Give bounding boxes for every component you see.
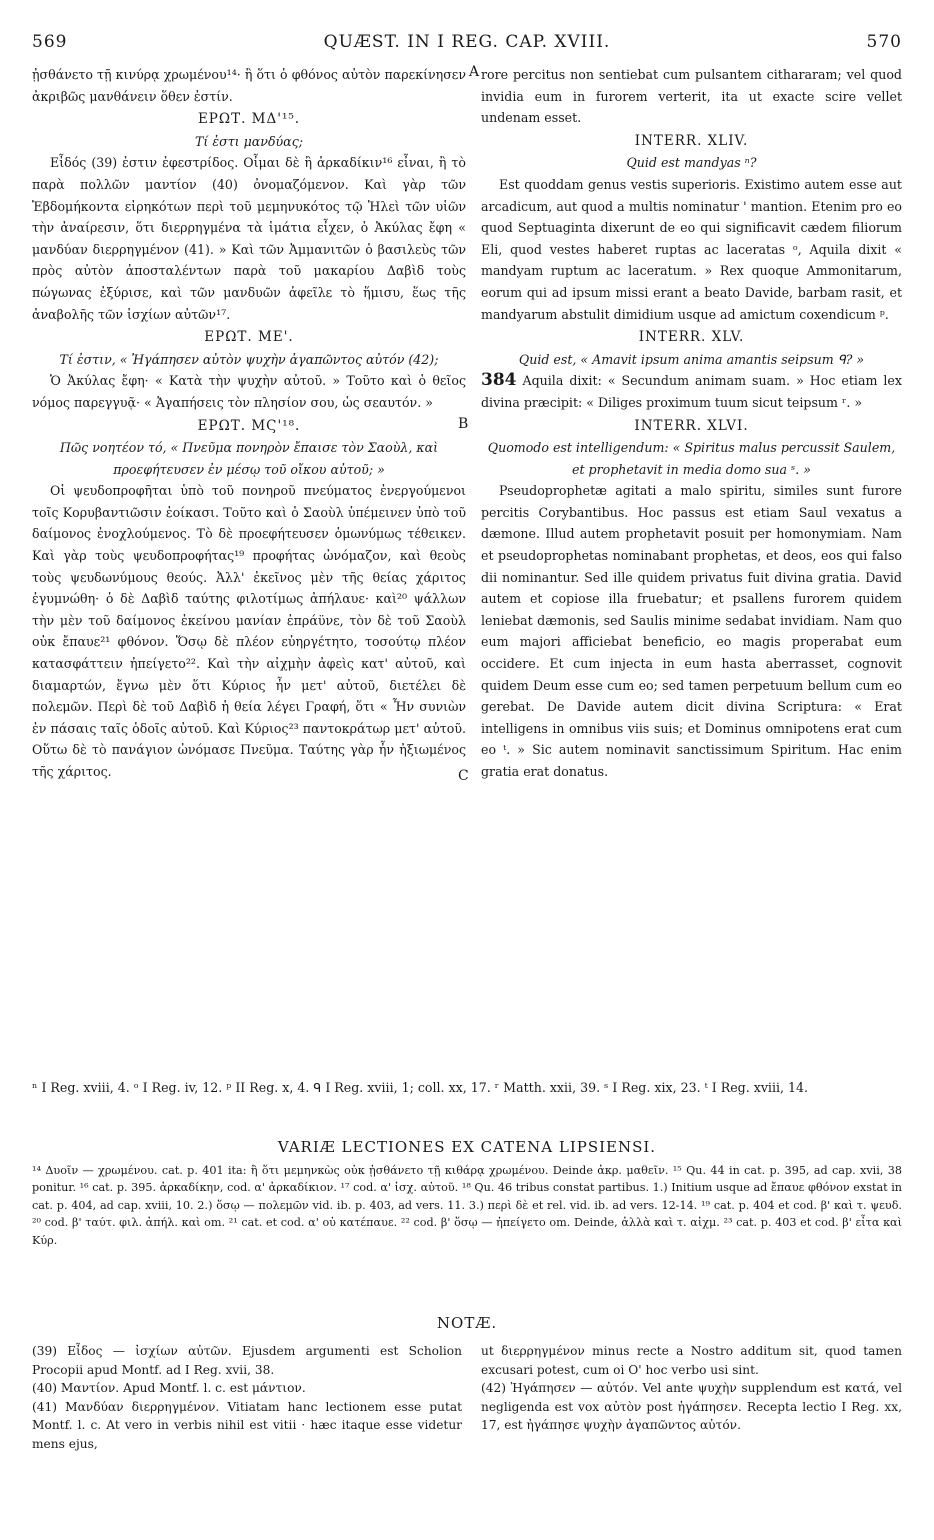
latin-paragraph: Pseudoprophetæ agitati a malo spiritu, similes sunt furore percitis Corybantibus. Hoc passus est etiam Saul vexatus a dæmone. Illud autem prophetavit posuit per homonymiam. Nam et pseudoprophetas nominabant prophetas, et deos, eos qui falso dii nominantur. Sed ille quidem privatus fuit divina gratia. David autem et copiose illa fruebatur; et psallens furorem quidem leniebat dæmonis, sed Saulis minime sedabat invidiam. Nam quo eum majori afficiebat beneficio, eo magis properabat eum occidere. Et cum injecta in eum hasta aberrasset, cognovit quidem Deum esse cum eo; sed tamen perpetuum bellum cum eo gerebat. De Davide autem dicit divina Scriptura: « Erat intelligens in omnibus viis suis; et Dominus omnipotens erat cum eo ᵗ. » Sic autem nominavit sanctissimum Spiritum. Hac enim gratia erat donatus. — [481, 483, 902, 779]
variae-heading: VARIÆ LECTIONES EX CATENA LIPSIENSI. — [277, 1138, 657, 1156]
notes-heading: NOTÆ. — [436, 1314, 498, 1332]
note-item: ut διερρηγμένον minus recte a Nostro additum sit, quod tamen excusari potest, cum oi O' hoc verbo usi sint. — [481, 1344, 902, 1377]
margin-marker-a: A — [469, 64, 480, 80]
page-number-right: 570 — [866, 32, 902, 52]
page-number-left: 569 — [32, 32, 68, 52]
notes-right-column — [481, 1342, 902, 1435]
latin-question-heading: INTERR. XLV. — [638, 329, 745, 346]
greek-column — [32, 64, 469, 783]
latin-paragraph: Est quoddam genus vestis superioris. Existimo autem esse aut arcadicum, aut quod a multis nominatur ' mantion. Etenim pro eo quod Septuaginta dixerunt de eo qui significavit cædem filiorum Eli, quod vestes haberet ruptas ac laceratas ᵒ, Aquila dixit « mandyam ruptum ac laceratum. » Rex quoque Ammonitarum, eorum qui ad ipsum missi erant a beato Davide, barbam rasit, et mandyarum abstulit dimidium usque ad amictum coxendicum ᵖ. — [481, 176, 902, 322]
greek-question-heading: ΕΡΩΤ. ΜϚ'¹⁸. — [197, 417, 301, 434]
notes-left-column — [32, 1342, 462, 1454]
note-item: (42) Ἠγάπησεν — αὐτόν. Vel ante ψυχὴν supplendum est κατά, vel negligenda est vox αὐτὸν post ἠγάπησεν. Recepta lectio I Reg. xx, 17, est ἠγάπησε ψυχὴν ἀγαπῶντος αὐτόν. — [481, 1381, 902, 1433]
margin-marker-b: B — [458, 416, 469, 432]
page-header — [32, 32, 902, 58]
running-title: QUÆST. IN I REG. CAP. XVIII. — [323, 32, 611, 52]
variant-readings-text: ¹⁴ Δυοῖν — χρωμένου. cat. p. 401 ita: ἢ ὅτι μεμηνκὼς οὐκ ᾐσθάνετο τῇ κιθάρᾳ χρωμένου. Deinde ἀκρ. μαθεῖν. ¹⁵ Qu. 44 in cat. p. 395, ad cap. xvii, 38 ponitur. ¹⁶ cat. p. 395. ἀρκαδίκην, cod. α' ἀρκαδίκιον. ¹⁷ cod. α' ἰσχ. αὐτοῦ. ¹⁸ Qu. 46 tribus constat partibus. 1.) Initium usque ad ἔπαυε φθόνον exstat in cat. p. 404, ad cap. xviii, 10. 2.) ὅσῳ — πολεμῶν vid. ib. p. 403, ad vers. 11. 3.) περὶ δὲ et rel. vid. ib. ad vers. 12-14. ¹⁹ cat. p. 404 et cod. β' καὶ τ. ψευδ. ²⁰ cod. β' ταύτ. φιλ. ἀπήλ. καὶ om. ²¹ cat. et cod. α' οὐ κατέπαυε. ²² cod. β' ὅσῳ — ἠπείγετο om. Deinde, ἀλλὰ καὶ τ. αἰχμ. ²³ cat. p. 403 et cod. β' εἶτα καὶ Κύρ. — [32, 1164, 902, 1247]
latin-paragraph — [481, 370, 902, 413]
latin-paragraph: rore percitus non sentiebat cum pulsantem cithararam; vel quod invidia eum in furorem verterit, ita ut exacte scire vellet undenam esset. — [481, 67, 902, 126]
latin-question: Quid est mandyas ⁿ? — [626, 155, 757, 171]
latin-paragraph-text: Aquila dixit: « Secundum animam suam. » Hoc etiam lex divina præcipit: « Diliges proximum tuum sicut teipsum ʳ. » — [481, 373, 902, 410]
greek-paragraph: Οἱ ψευδοπροφῆται ὑπὸ τοῦ πονηροῦ πνεύματος ἐνεργούμενοι τοῖς Κορυβαντιῶσιν ἐοίκασι. Τοῦτο καὶ ὁ Σαοὺλ ὑπέμεινεν ὑπὸ τοῦ δαίμονος ἐνοχλούμενος. Τὸ δὲ προεφήτευσεν ὁμωνύμως τέθεικεν. Καὶ γὰρ τοὺς ψευδοπροφήτας¹⁹ προφήτας ὠνόμαζον, καὶ θεοὺς τοὺς ψευδωνύμους θεούς. Ἀλλ' ἐκεῖνος μὲν τῆς θείας χάριτος ἐγυμνώθη· ὁ δὲ Δαβὶδ ταύτης φιλοτίμως ἀπήλαυε· καὶ²⁰ ψάλλων τὴν μὲν τοῦ δαίμονος ἐκείνου μανίαν ἐπράϋνε, τὸν δὲ τοῦ Σαοὺλ οὐκ ἔπαυε²¹ φθόνον. Ὅσῳ δὲ πλέον εὐηργέτητο, τοσούτῳ πλέον κατασφάττειν ἠπείγετο²². Καὶ τὴν αἰχμὴν ἀφεὶς κατ' αὐτοῦ, καὶ διαμαρτών, ἔγνω μὲν ὅτι Κύριος ἦν μετ' αὐτοῦ, διετέλει δὲ πολεμῶν. Περὶ δὲ τοῦ Δαβὶδ ἡ θεία λέγει Γραφή, ὅτι « Ἦν συνιὼν ἐν πάσαις ταῖς ὁδοῖς αὐτοῦ. Καὶ Κύριος²³ παντοκράτωρ μετ' αὐτοῦ. Οὕτω δὲ τὸ πανάγιον ὠνόμασε Πνεῦμα. Ταύτης γὰρ ἦν ἠξιωμένος τῆς χάριτος. — [32, 483, 466, 779]
references-text: ⁿ I Reg. xviii, 4. ᵒ I Reg. iv, 12. ᵖ II Reg. x, 4. ᑫ I Reg. xviii, 1; coll. xx, 17. ʳ Matth. xxii, 39. ˢ I Reg. xix, 23. ᵗ I Reg. xviii, 14. — [32, 1080, 809, 1095]
latin-question: Quid est, « Amavit ipsum anima amantis seipsum ᑫ? » — [518, 351, 865, 367]
scripture-references — [32, 1078, 902, 1097]
latin-question-heading: INTERR. XLIV. — [634, 132, 749, 149]
column-number-marker: 384 — [481, 370, 517, 391]
latin-column — [481, 64, 902, 783]
greek-paragraph: ᾐσθάνετο τῇ κινύρᾳ χρωμένου¹⁴· ἢ ὅτι ὁ φθόνος αὐτὸν παρεκίνησεν ἀκριβῶς μανθάνειν ὅθεν ἐστίν. — [32, 67, 466, 104]
greek-question: Πῶς νοητέον τό, « Πνεῦμα πονηρὸν ἔπαισε τὸν Σαοὺλ, καὶ προεφήτευσεν ἐν μέσῳ τοῦ οἴκου αὐτοῦ; » — [59, 440, 439, 477]
note-item: (39) Εἶδος — ἰσχίων αὐτῶν. Ejusdem argumenti est Scholion Procopii apud Montf. ad I Reg. xvii, 38. — [32, 1344, 462, 1377]
latin-question: Quomodo est intelligendum: « Spiritus malus percussit Saulem, et prophetavit in media domo sua ˢ. » — [487, 440, 896, 477]
greek-question-heading: ΕΡΩΤ. ΜΔ'¹⁵. — [197, 111, 301, 128]
note-item: (40) Μαντίον. Apud Montf. l. c. est μάντιον. — [32, 1381, 306, 1396]
greek-question: Τί ἐστιν, « Ἠγάπησεν αὐτὸν ψυχὴν ἀγαπῶντος αὐτόν (42); — [59, 351, 439, 367]
greek-question-heading: ΕΡΩΤ. ΜΕ'. — [204, 329, 294, 346]
greek-paragraph: Ὁ Ἀκύλας ἔφη· « Κατὰ τὴν ψυχὴν αὐτοῦ. » Τοῦτο καὶ ὁ θεῖος νόμος παρεγγυᾷ· « Ἀγαπήσεις τὸν πλησίον σου, ὡς σεαυτόν. » — [32, 373, 466, 410]
note-item: (41) Μανδύαν διερρηγμένον. Vitiatam hanc lectionem esse putat Montf. l. c. At vero in verbis nihil est vitii · hæc itaque esse videtur mens ejus, — [32, 1399, 462, 1451]
greek-question: Τί ἐστι μανδύας; — [195, 133, 303, 149]
latin-question-heading: INTERR. XLVI. — [634, 417, 749, 434]
margin-marker-c: C — [458, 768, 469, 784]
greek-paragraph: Εἶδός (39) ἐστιν ἐφεστρίδος. Οἶμαι δὲ ἢ ἀρκαδίκιν¹⁶ εἶναι, ἢ τὸ παρὰ πολλῶν μαντίον (40) ὀνομαζόμενον. Καὶ γὰρ τῶν Ἑβδομήκοντα εἰρηκότων περὶ τοῦ μεμηνυκότος τῷ Ἡλεὶ τῶν υἱῶν τὴν ἀναίρεσιν, ὅτι διερρηγμένα τὰ ἱμάτια εἶχεν, ὁ Ἀκύλας ἔφη « μανδύαν διερρηγμένον (41). » Καὶ τῶν Ἀμμανιτῶν ὁ βασιλεὺς τῶν πρὸς αὐτὸν ἀποσταλέντων παρὰ τοῦ μακαρίου Δαβὶδ τοὺς πώγωνας ἐξύρισε, καὶ τῶν μανδυῶν ἀφεῖλε τὸ ἥμισυ, ἕως τῆς ἀναβολῆς τῶν ἰσχίων αὐτῶν¹⁷. — [32, 155, 466, 322]
variant-readings — [32, 1162, 902, 1249]
